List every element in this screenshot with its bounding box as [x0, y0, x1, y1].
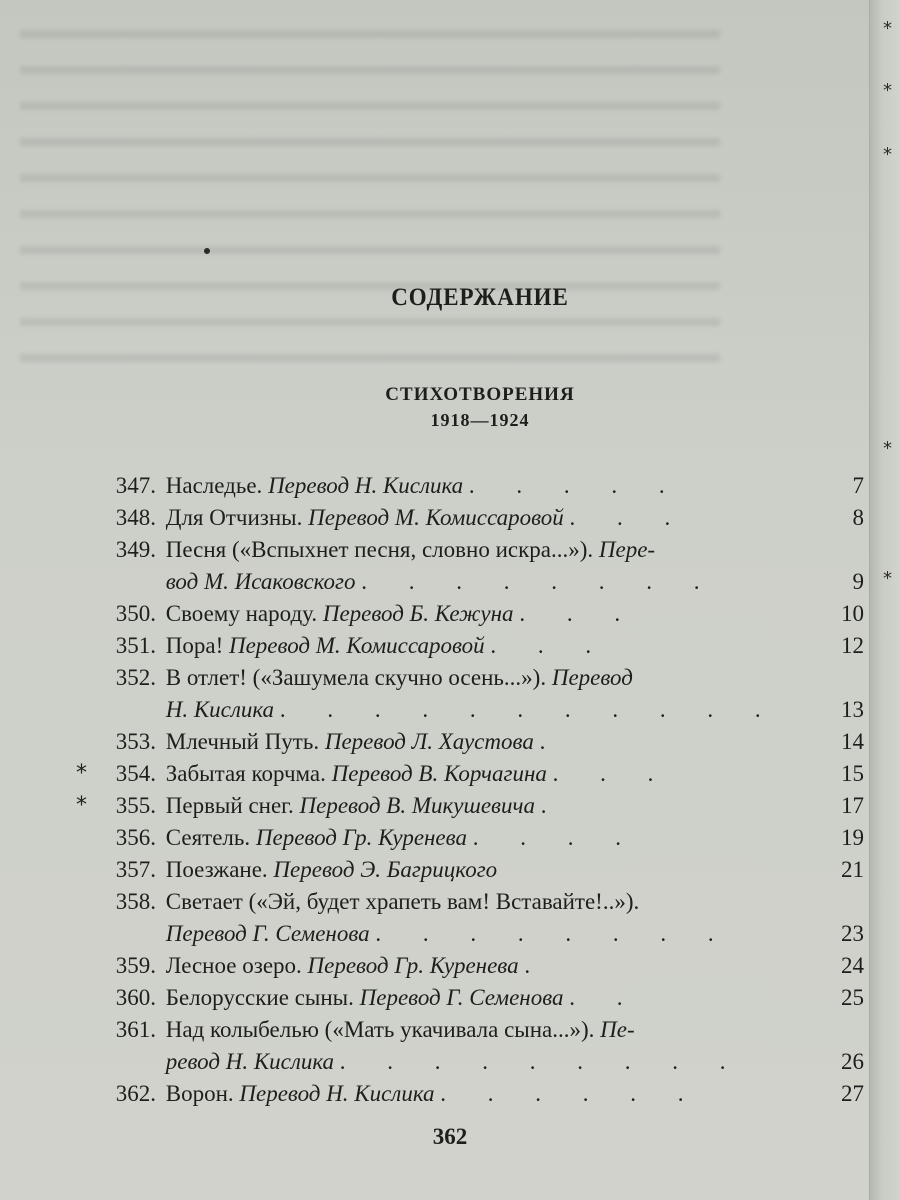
entry-translator: вод М. Исаковского	[165, 569, 356, 594]
dot-leader: .	[524, 953, 549, 978]
entry-number: 358.	[115, 889, 156, 914]
toc-entry-continuation	[100, 694, 800, 726]
toc-entry	[100, 726, 800, 758]
asterisk-icon: *	[76, 793, 87, 818]
asterisk-icon: *	[76, 761, 87, 786]
margin-star-icon: *	[883, 144, 892, 165]
toc-entry	[100, 822, 800, 854]
toc-entry	[100, 534, 800, 566]
dot-leader: .	[540, 793, 565, 818]
entry-translator: Перевод Н. Кислика	[239, 1081, 435, 1106]
toc-entry	[100, 790, 800, 822]
entry-number: 362.	[115, 1081, 156, 1106]
dot-leader: . . . . . . . . .	[339, 1049, 744, 1074]
entry-translator: Перевод Б. Кежуна	[322, 601, 514, 626]
section-years: 1918—1924	[430, 410, 530, 430]
toc-entry	[100, 982, 800, 1014]
entry-translator: Перевод	[551, 665, 633, 690]
entry-title: Млечный Путь.	[165, 729, 320, 754]
entry-title: Светает («Эй, будет храпеть вам! Вставайте!..»).	[165, 889, 640, 914]
entry-title: Песня («Вспыхнет песня, словно искра...»).	[165, 537, 594, 562]
entry-translator: Пе-	[600, 1017, 635, 1042]
dot-leader: . . . . . . . .	[375, 921, 732, 946]
entry-title: Первый снег.	[165, 793, 294, 818]
entry-number: 361.	[115, 1017, 156, 1042]
dot-leader: .	[539, 729, 564, 754]
entry-page: 25	[841, 985, 864, 1010]
toc-entry-continuation	[100, 918, 800, 950]
entry-translator: Перевод Г. Семенова	[165, 921, 370, 946]
entry-page: 23	[841, 921, 864, 946]
entry-number: 351.	[115, 633, 156, 658]
entry-title: Наследье.	[165, 473, 263, 498]
entry-title: Своему народу.	[165, 601, 318, 626]
entry-title: Над колыбелью («Мать укачивала сына...»).	[165, 1017, 595, 1042]
dot-leader: . . .	[519, 601, 639, 626]
entry-translator: Перевод Э. Багрицкого	[273, 857, 498, 882]
entry-title: В отлет! («Зашумела скучно осень...»).	[165, 665, 547, 690]
entry-translator: Перевод Г. Семенова	[359, 985, 564, 1010]
margin-star-icon: *	[883, 568, 892, 589]
entry-translator: Перевод М. Комиссаровой	[308, 505, 564, 530]
entry-number: 352.	[115, 665, 156, 690]
toc-entry	[100, 502, 800, 534]
toc-entry	[100, 950, 800, 982]
entry-title: Белорусские сыны.	[165, 985, 354, 1010]
toc-entry	[100, 470, 800, 502]
dot-leader: . . .	[552, 761, 672, 786]
page-heading: СОДЕРЖАНИЕ	[391, 284, 569, 311]
dot-leader: . . .	[569, 505, 689, 530]
dot-leader: . .	[569, 985, 641, 1010]
entry-translator: Перевод Н. Кислика	[268, 473, 464, 498]
entry-page: 17	[841, 793, 864, 818]
entry-number: 357.	[115, 857, 156, 882]
entry-translator: Перевод М. Комиссаровой	[228, 633, 485, 658]
entry-page: 26	[841, 1049, 864, 1074]
toc-entry	[100, 886, 800, 918]
toc-entry	[100, 630, 800, 662]
entry-page: 14	[841, 729, 864, 754]
dot-leader: . . . . . . . .	[361, 569, 718, 594]
entry-translator: Перевод Гр. Куренева	[255, 825, 467, 850]
entry-page: 19	[841, 825, 864, 850]
entry-translator: Перевод Гр. Куренева	[307, 953, 519, 978]
dot-leader: . . . . .	[468, 473, 683, 498]
entry-number: 348.	[115, 505, 156, 530]
margin-star-icon: *	[883, 18, 892, 39]
entry-translator: Перевод Л. Хаустова	[324, 729, 534, 754]
entry-number: 354.	[115, 761, 156, 786]
dot-leader: . . . . . . . . . . .	[279, 697, 779, 722]
entry-page: 24	[841, 953, 864, 978]
entry-translator: Перевод В. Микушевича	[299, 793, 536, 818]
page-number: 362	[432, 1124, 468, 1149]
entry-number: 356.	[115, 825, 156, 850]
entry-page: 7	[852, 473, 864, 498]
entry-number: 349.	[115, 537, 156, 562]
entry-page: 10	[841, 601, 864, 626]
entry-page: 27	[841, 1081, 864, 1106]
dot-leader: . . . . . .	[440, 1081, 702, 1106]
section-title: СТИХОТВОРЕНИЯ	[385, 384, 575, 405]
dot-leader: . . . .	[472, 825, 639, 850]
margin-star-icon: *	[883, 438, 892, 459]
entry-number: 353.	[115, 729, 156, 754]
entry-number: 360.	[115, 985, 156, 1010]
toc-entry	[100, 598, 800, 630]
entry-page: 15	[841, 761, 864, 786]
entry-page: 21	[841, 857, 864, 882]
entry-page: 9	[852, 569, 864, 594]
entry-number: 350.	[115, 601, 156, 626]
entry-title: Для Отчизны.	[165, 505, 303, 530]
entry-title: Лесное озеро.	[165, 953, 302, 978]
toc-entry	[100, 1014, 800, 1046]
entry-translator: Н. Кислика	[165, 697, 275, 722]
entry-translator: Перевод В. Корчагина	[331, 761, 547, 786]
entry-page: 13	[841, 697, 864, 722]
toc-entry	[100, 854, 800, 886]
entry-title: Сеятель.	[165, 825, 251, 850]
entry-title: Забытая корчма.	[165, 761, 326, 786]
entry-number: 355.	[115, 793, 156, 818]
entry-page: 8	[852, 505, 864, 530]
entry-translator: Пере-	[598, 537, 656, 562]
entry-translator: ревод Н. Кислика	[165, 1049, 335, 1074]
entry-title: Пора!	[165, 633, 224, 658]
entry-number: 359.	[115, 953, 156, 978]
toc-entry-continuation	[100, 1046, 800, 1078]
margin-star-icon: *	[883, 80, 892, 101]
toc-entry-continuation	[100, 566, 800, 598]
entry-title: Ворон.	[165, 1081, 234, 1106]
toc-entry	[100, 662, 800, 694]
entry-page: 12	[841, 633, 864, 658]
toc-entry	[100, 1078, 800, 1110]
dot-leader: . . .	[490, 633, 610, 658]
entry-number: 347.	[115, 473, 156, 498]
entry-title: Поезжане.	[165, 857, 268, 882]
toc-entry	[100, 758, 800, 790]
